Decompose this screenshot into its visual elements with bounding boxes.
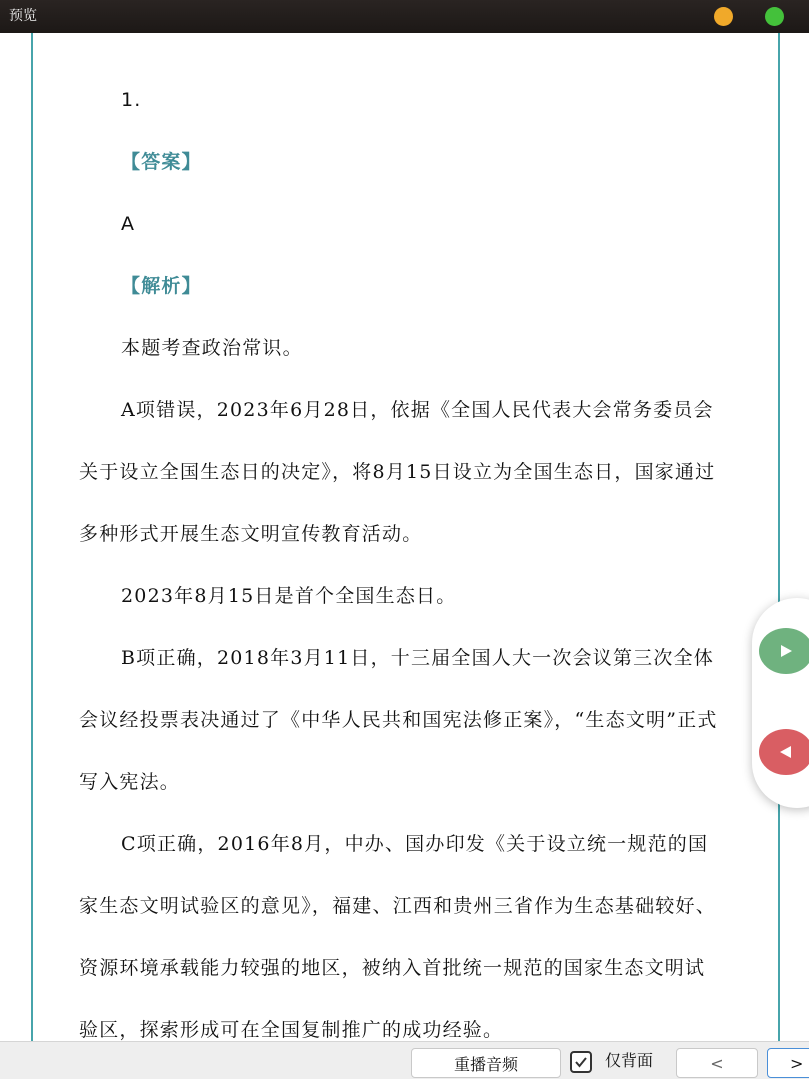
back-only-label: 仅背面 <box>605 1051 654 1070</box>
window-title: 预览 <box>9 8 37 24</box>
back-icon <box>778 744 794 760</box>
analysis-paragraph: 本题考查政治常识。 <box>121 337 303 359</box>
back-button[interactable] <box>759 729 809 775</box>
analysis-paragraph: A项错误，2023年6月28日，依据《全国人民代表大会常务委员会关于设立全国生态日的决定》，将8月15日设立为全国生态日，国家通过多种形式开展生态文明宣传教育活动。 <box>79 399 716 545</box>
minimize-button[interactable] <box>714 7 733 26</box>
previous-card-button[interactable]: < <box>676 1048 758 1078</box>
analysis-paragraph: C项正确，2016年8月，中办、国办印发《关于设立统一规范的国家生态文明试验区的意见》，福建、江西和贵州三省作为生态基础较好、资源环境承载能力较强的地区，被纳入首批统一规范的国家生态文明试验区，探索形成可在全国复制推广的成功经验。 <box>79 833 716 1041</box>
maximize-button[interactable] <box>765 7 784 26</box>
bottom-toolbar <box>0 1041 809 1079</box>
play-icon <box>778 643 794 659</box>
side-nav-panel <box>752 598 809 808</box>
card-content <box>79 33 719 1041</box>
analysis-heading: 【解析】 <box>121 275 202 297</box>
analysis-paragraph: 2023年8月15日是首个全国生态日。 <box>121 585 457 607</box>
checkmark-icon <box>574 1055 588 1069</box>
question-number: 1. <box>121 89 142 111</box>
replay-audio-button[interactable]: 重播音频 <box>411 1048 561 1078</box>
answer-value: A <box>121 213 136 235</box>
next-card-button[interactable]: > <box>767 1048 809 1078</box>
analysis-paragraph: B项正确，2018年3月11日，十三届全国人大一次会议第三次全体会议经投票表决通过了《中华人民共和国宪法修正案》，“生态文明”正式写入宪法。 <box>79 647 718 793</box>
card-content-frame <box>31 33 780 1041</box>
window-titlebar <box>0 0 809 33</box>
back-only-checkbox[interactable] <box>570 1051 592 1073</box>
play-button[interactable] <box>759 628 809 674</box>
answer-heading: 【答案】 <box>121 151 202 173</box>
